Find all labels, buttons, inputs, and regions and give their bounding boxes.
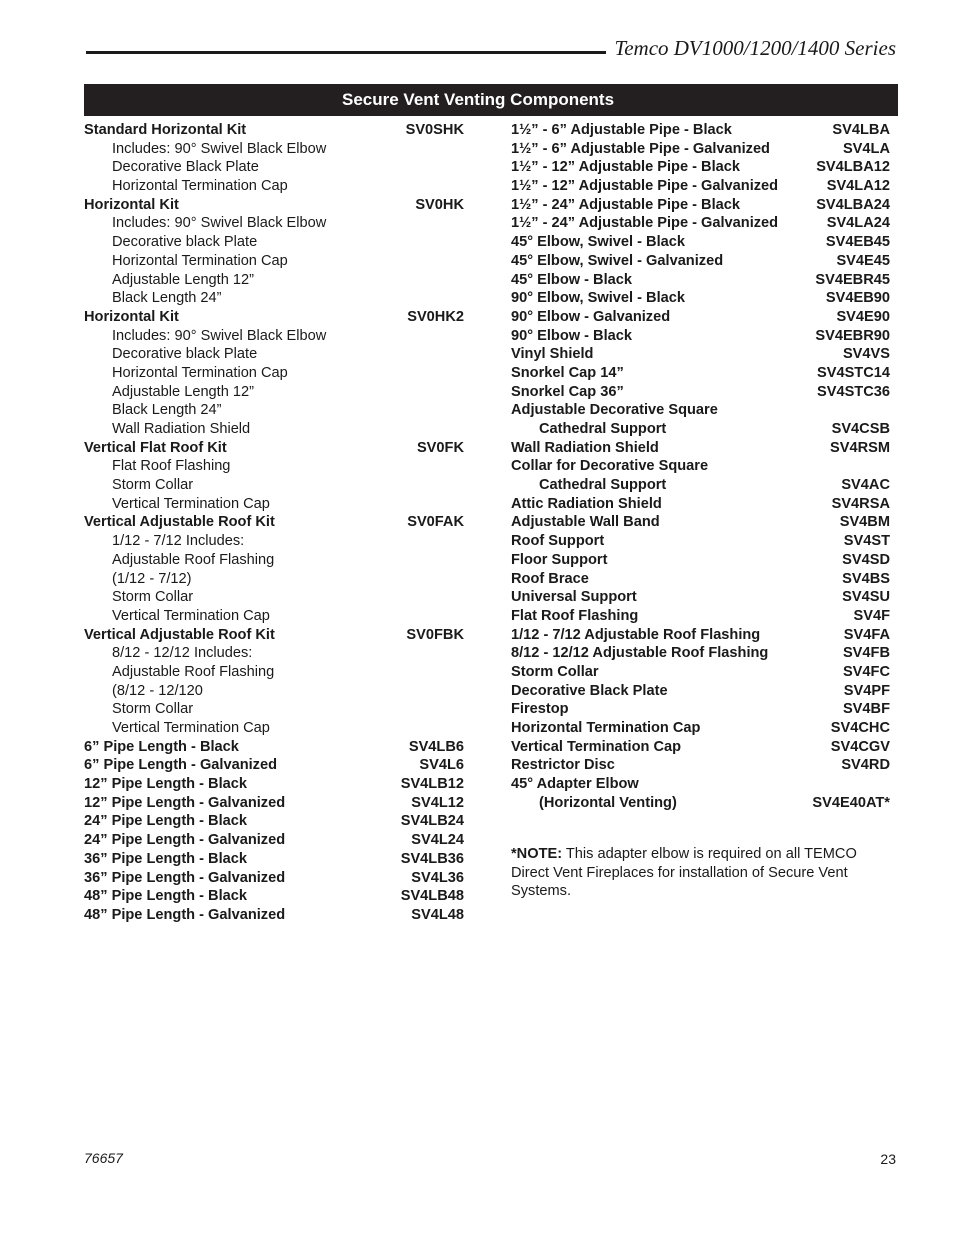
component-name: Cathedral Support [539, 477, 667, 494]
component-name: 48” Pipe Length - Galvanized [84, 906, 286, 923]
part-number: SV4E45 [836, 252, 890, 269]
component-name: Snorkel Cap 36” [511, 383, 624, 400]
component-name: 24” Pipe Length - Black [84, 813, 248, 830]
component-name: (8/12 - 12/120 [112, 682, 203, 699]
component-name: Roof Brace [511, 570, 589, 587]
component-row [511, 420, 890, 439]
component-name: Black Length 24” [112, 290, 222, 307]
component-row [84, 607, 464, 626]
component-name: Horizontal Termination Cap [112, 364, 288, 381]
component-row [84, 252, 464, 271]
component-name: 24” Pipe Length - Galvanized [84, 832, 286, 849]
component-row [84, 738, 464, 757]
component-name: Horizontal Termination Cap [112, 178, 288, 195]
component-name: 45° Elbow, Swivel - Galvanized [511, 252, 724, 269]
component-row [84, 345, 464, 364]
part-number: SV4LB6 [408, 738, 464, 755]
component-row [84, 869, 464, 888]
component-name: Storm Collar [112, 589, 194, 606]
component-row [84, 158, 464, 177]
component-row [84, 457, 464, 476]
component-row [84, 532, 464, 551]
part-number: SV4SU [842, 589, 890, 606]
part-number: SV4F [853, 607, 890, 624]
component-row [84, 121, 464, 140]
component-name: Horizontal Kit [84, 308, 179, 325]
part-number: SV4EB90 [825, 290, 890, 307]
component-row [84, 775, 464, 794]
header-rule [86, 51, 606, 54]
component-row [84, 364, 464, 383]
component-name: Horizontal Termination Cap [112, 252, 288, 269]
note-label: *NOTE: [511, 846, 563, 862]
component-name: Adjustable Roof Flashing [112, 551, 275, 568]
component-row [511, 401, 890, 420]
part-number: SV4SD [842, 551, 890, 568]
component-name: 6” Pipe Length - Galvanized [84, 757, 277, 774]
component-row [511, 513, 890, 532]
component-row [511, 607, 890, 626]
component-name: Vertical Adjustable Roof Kit [84, 626, 275, 643]
header-title: Temco DV1000/1200/1400 Series [614, 36, 896, 60]
component-row [511, 439, 890, 458]
component-name: Vinyl Shield [511, 346, 594, 363]
component-row [84, 570, 464, 589]
component-name: Adjustable Decorative Square [511, 402, 718, 419]
component-name: 1½” - 24” Adjustable Pipe - Black [511, 196, 740, 213]
part-number: SV4FB [842, 645, 890, 662]
part-number: SV4STC36 [816, 383, 890, 400]
part-number: SV4L12 [411, 794, 464, 811]
component-name: Flat Roof Flashing [112, 458, 231, 475]
component-name: 1½” - 12” Adjustable Pipe - Galvanized [511, 178, 779, 195]
component-row [511, 626, 890, 645]
component-row [511, 327, 890, 346]
component-name: Universal Support [511, 589, 637, 606]
component-row [84, 401, 464, 420]
component-row [511, 495, 890, 514]
part-number: SV4LB36 [400, 850, 464, 867]
component-row [84, 495, 464, 514]
part-number: SV0FBK [406, 626, 464, 643]
component-name: Wall Radiation Shield [511, 439, 659, 456]
component-row [84, 196, 464, 215]
component-name: Vertical Termination Cap [112, 720, 270, 736]
component-name: Standard Horizontal Kit [84, 122, 247, 138]
part-number: SV4RSM [829, 439, 890, 456]
component-row [511, 476, 890, 495]
component-row [84, 850, 464, 869]
component-name: Decorative Black Plate [112, 159, 259, 176]
component-row [84, 700, 464, 719]
component-name: Snorkel Cap 14” [511, 364, 624, 381]
component-row [84, 719, 464, 738]
part-number: SV0FK [416, 439, 464, 456]
component-name: Vertical Termination Cap [112, 607, 270, 624]
part-number: SV4CSB [831, 421, 890, 437]
component-row [84, 383, 464, 402]
part-number: SV4LBA [832, 122, 890, 138]
component-name: Vertical Adjustable Roof Kit [84, 514, 275, 531]
component-name: 90° Elbow, Swivel - Black [511, 290, 685, 307]
component-row [84, 233, 464, 252]
component-name: 12” Pipe Length - Black [84, 776, 248, 793]
component-name: 1½” - 12” Adjustable Pipe - Black [511, 159, 740, 176]
component-name: Decorative black Plate [112, 234, 258, 251]
component-name: (1/12 - 7/12) [112, 570, 192, 587]
component-name: 48” Pipe Length - Black [84, 888, 248, 905]
part-number: SV4E90 [836, 308, 890, 325]
note-paragraph [511, 845, 891, 901]
component-name: Storm Collar [112, 477, 194, 494]
component-row [511, 383, 890, 402]
component-name: Vertical Termination Cap [112, 495, 270, 512]
part-number: SV0SHK [405, 122, 464, 138]
component-row [511, 532, 890, 551]
component-name: Decorative Black Plate [511, 682, 668, 699]
part-number: SV4ST [843, 533, 890, 550]
component-name: Adjustable Wall Band [511, 514, 660, 531]
section-title: Secure Vent Venting Components [342, 90, 615, 109]
component-row [84, 756, 464, 775]
component-row [511, 682, 890, 701]
part-number: SV0HK2 [407, 308, 464, 325]
component-row [511, 570, 890, 589]
component-name: Restrictor Disc [511, 757, 615, 774]
component-name: 36” Pipe Length - Black [84, 850, 248, 867]
part-number: SV4LA12 [826, 178, 890, 195]
part-number: SV4VS [842, 346, 890, 363]
component-row [511, 738, 890, 757]
component-name: 45° Elbow, Swivel - Black [511, 234, 685, 251]
part-number: SV4AC [841, 477, 890, 494]
component-name: 8/12 - 12/12 Includes: [112, 645, 253, 662]
part-number: SV4LB12 [400, 776, 464, 793]
component-name: 1½” - 6” Adjustable Pipe - Black [511, 122, 732, 138]
component-name: 90° Elbow - Black [511, 327, 633, 344]
component-row [84, 887, 464, 906]
component-name: Adjustable Length 12” [112, 383, 254, 400]
part-number: SV4BS [842, 570, 890, 587]
note-text: This adapter elbow is required on all TEMCO Direct Vent Fireplaces for installation of Secure Vent Systems. [511, 846, 857, 900]
part-number: SV0FAK [407, 514, 464, 531]
component-row [511, 140, 890, 159]
component-row [84, 271, 464, 290]
component-name: Floor Support [511, 551, 608, 568]
component-row [511, 196, 890, 215]
part-number: SV0HK [415, 196, 464, 213]
component-row [511, 289, 890, 308]
component-row [84, 476, 464, 495]
component-name: Storm Collar [511, 663, 599, 680]
component-name: 1/12 - 7/12 Includes: [112, 533, 245, 550]
component-row [84, 308, 464, 327]
component-name: Includes: 90° Swivel Black Elbow [112, 140, 327, 157]
part-number: SV4LA24 [826, 215, 890, 232]
component-row [84, 513, 464, 532]
component-name: (Horizontal Venting) [539, 794, 677, 811]
component-row [511, 345, 890, 364]
component-row [84, 812, 464, 831]
component-name: Horizontal Kit [84, 196, 179, 213]
part-number: SV4LBA12 [816, 159, 890, 176]
component-name: Collar for Decorative Square [511, 458, 709, 475]
component-row [511, 644, 890, 663]
part-number: SV4E40AT* [812, 794, 890, 811]
part-number: SV4EBR45 [815, 271, 890, 288]
component-row [511, 308, 890, 327]
component-row [84, 289, 464, 308]
right-component-column [511, 121, 890, 812]
part-number: SV4PF [843, 682, 890, 699]
part-number: SV4STC14 [816, 364, 890, 381]
component-row [511, 121, 890, 140]
component-row [511, 214, 890, 233]
component-name: 36” Pipe Length - Galvanized [84, 869, 286, 886]
component-name: 90° Elbow - Galvanized [511, 308, 671, 325]
component-name: Roof Support [511, 533, 605, 550]
part-number: SV4L6 [419, 757, 464, 774]
component-row [84, 588, 464, 607]
component-name: Attic Radiation Shield [511, 495, 662, 512]
part-number: SV4RD [841, 757, 890, 774]
component-name: Adjustable Length 12” [112, 271, 254, 288]
part-number: SV4BM [839, 514, 890, 531]
component-row [84, 906, 464, 925]
component-row [84, 794, 464, 813]
component-name: 1½” - 24” Adjustable Pipe - Galvanized [511, 215, 779, 232]
component-row [84, 420, 464, 439]
component-row [84, 663, 464, 682]
part-number: SV4L48 [411, 906, 464, 923]
component-name: 1½” - 6” Adjustable Pipe - Galvanized [511, 140, 770, 157]
section-banner [84, 84, 898, 116]
component-name: Flat Roof Flashing [511, 607, 639, 624]
component-row [511, 233, 890, 252]
component-name: 6” Pipe Length - Black [84, 738, 239, 755]
part-number: SV4BF [842, 701, 890, 718]
component-row [84, 140, 464, 159]
component-name: Decorative black Plate [112, 346, 258, 363]
part-number: SV4CGV [830, 738, 890, 755]
part-number: SV4LB48 [400, 888, 464, 905]
part-number: SV4LA [842, 140, 890, 157]
component-name: Wall Radiation Shield [112, 421, 251, 437]
component-name: Black Length 24” [112, 402, 222, 419]
component-row [511, 756, 890, 775]
part-number: SV4EBR90 [815, 327, 890, 344]
component-name: 12” Pipe Length - Galvanized [84, 794, 286, 811]
component-name: Horizontal Termination Cap [511, 720, 701, 736]
component-row [84, 551, 464, 570]
part-number: SV4FA [843, 626, 890, 643]
component-name: Firestop [511, 701, 569, 718]
component-row [511, 700, 890, 719]
component-name: Vertical Termination Cap [511, 738, 682, 755]
component-name: Vertical Flat Roof Kit [84, 439, 227, 456]
component-row [511, 252, 890, 271]
component-row [511, 457, 890, 476]
component-row [84, 177, 464, 196]
component-name: Cathedral Support [539, 421, 667, 437]
component-row [511, 775, 890, 794]
component-row [511, 177, 890, 196]
component-row [511, 158, 890, 177]
part-number: SV4RSA [831, 495, 890, 512]
component-row [84, 327, 464, 346]
component-row [511, 588, 890, 607]
component-row [511, 551, 890, 570]
part-number: SV4LB24 [400, 813, 464, 830]
component-name: Adjustable Roof Flashing [112, 663, 275, 680]
component-row [511, 794, 890, 813]
component-name: 8/12 - 12/12 Adjustable Roof Flashing [511, 645, 769, 662]
left-component-column [84, 121, 464, 925]
component-name: 1/12 - 7/12 Adjustable Roof Flashing [511, 626, 761, 643]
component-row [511, 719, 890, 738]
component-row [84, 682, 464, 701]
component-name: 45° Adapter Elbow [511, 776, 639, 793]
part-number: SV4FC [842, 663, 890, 680]
page-number: 23 [880, 1151, 896, 1167]
component-row [84, 831, 464, 850]
component-row [84, 214, 464, 233]
component-name: Includes: 90° Swivel Black Elbow [112, 215, 327, 232]
component-name: Includes: 90° Swivel Black Elbow [112, 327, 327, 344]
component-row [511, 364, 890, 383]
component-row [511, 663, 890, 682]
component-row [84, 626, 464, 645]
part-number: SV4L24 [411, 832, 464, 849]
part-number: SV4L36 [411, 869, 464, 886]
component-row [84, 644, 464, 663]
component-name: Storm Collar [112, 701, 194, 718]
component-name: 45° Elbow - Black [511, 271, 633, 288]
component-row [84, 439, 464, 458]
component-row [511, 271, 890, 290]
document-number: 76657 [84, 1150, 123, 1166]
part-number: SV4EB45 [825, 234, 890, 251]
part-number: SV4CHC [830, 720, 890, 736]
part-number: SV4LBA24 [816, 196, 890, 213]
